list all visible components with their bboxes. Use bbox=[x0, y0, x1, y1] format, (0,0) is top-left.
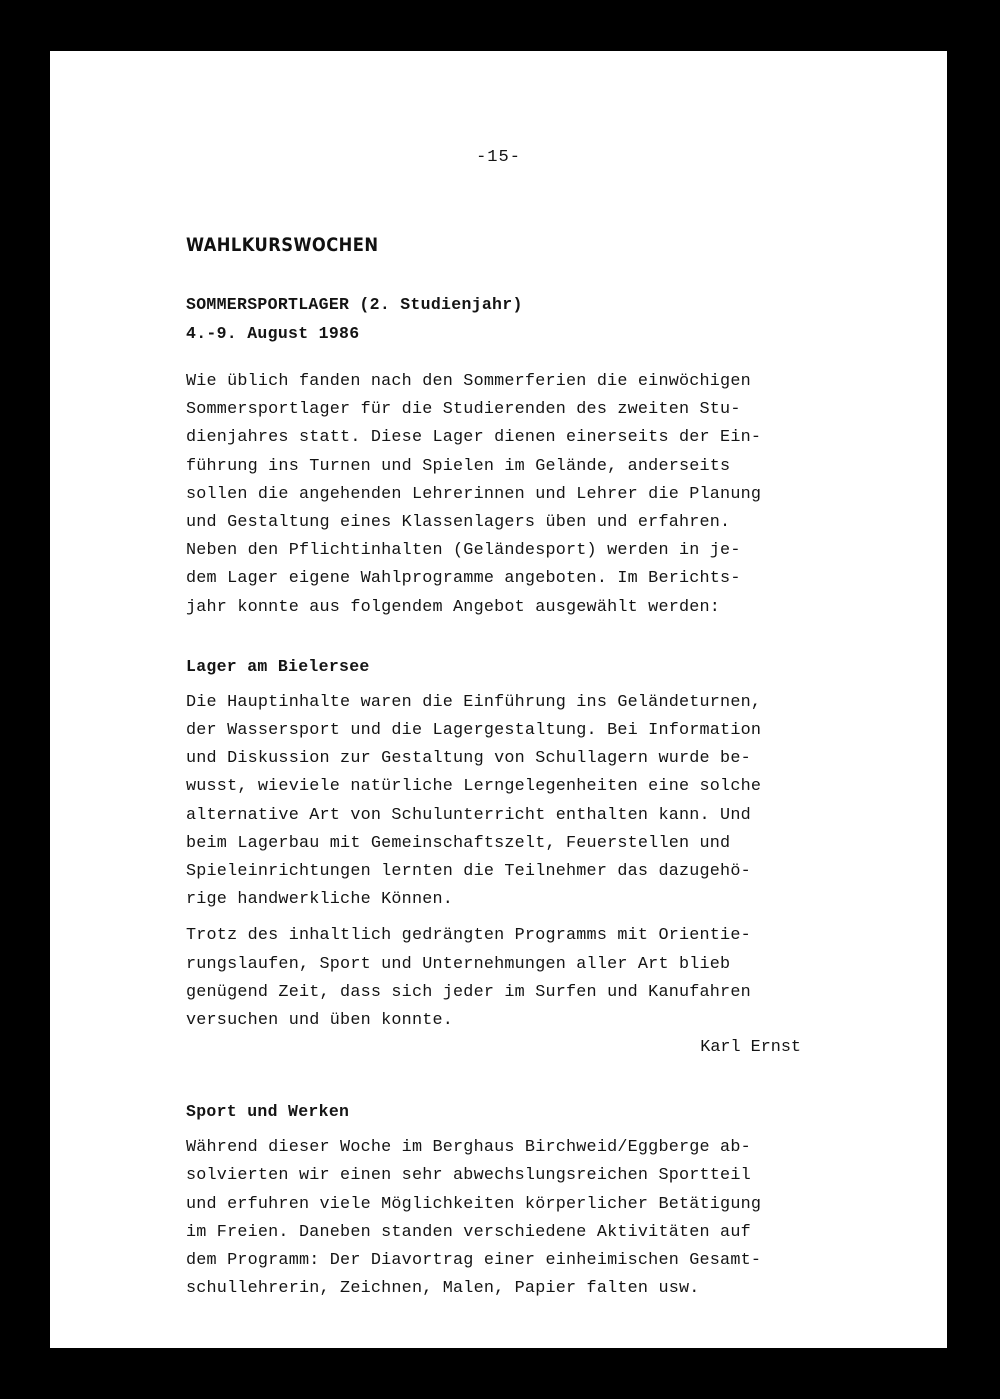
bielersee-heading: Lager am Bielersee bbox=[186, 656, 370, 676]
page-number: -15- bbox=[476, 148, 521, 167]
author-signature: Karl Ernst bbox=[700, 1038, 801, 1058]
bielersee-paragraph-1: Die Hauptinhalte waren die Einführung ins Geländeturnen, der Wassersport und die Lagergestaltung. Bei Information und Diskussion zur Gestaltung von Schullagern wurde be- wusst, wieviele natürliche Lerngelegenheiten eine solche alternative Art von Schulunterricht enthalten kann. Und beim Lagerbau mit Gemeinschaftszelt, Feuerstellen und Spieleinrichtungen lernten die Teilnehmer das dazugehö- rige handwerkliche Können. bbox=[186, 692, 762, 910]
page-content bbox=[186, 234, 886, 1303]
section-title: WAHLKURSWOCHEN bbox=[186, 234, 379, 256]
bielersee-paragraph-2: Trotz des inhaltlich gedrängten Programms mit Orientie- rungslaufen, Sport und Unternehmungen aller Art blieb genügend Zeit, dass sich jeder im Surfen und Kanufahren versuchen und üben konnte. bbox=[186, 926, 751, 1031]
camp-dates: 4.-9. August 1986 bbox=[186, 324, 360, 343]
sport-werken-paragraph-1: Während dieser Woche im Berghaus Birchweid/Eggberge ab- solvierten wir einen sehr abwechslungsreichen Sportteil und erfuhren viele Möglichkeiten körperlicher Betätigung im Freien. Daneben standen verschiedene Aktivitäten auf dem Programm: Der Diavortrag einer einheimischen Gesamt- schullehrerin, Zeichnen, Malen, Papier falten usw. bbox=[186, 1138, 762, 1299]
camp-intro-paragraph: Wie üblich fanden nach den Sommerferien die einwöchigen Sommersportlager für die Studierenden des zweiten Stu- dienjahres statt. Diese Lager dienen einerseits der Ein- führung ins Turnen und Spielen im Gelände, anderseits sollen die angehenden Lehrerinnen und Lehrer die Planung und Gestaltung eines Klassenlagers üben und erfahren. Neben den Pflichtinhalten (Geländesport) werden in je- dem Lager eigene Wahlprogramme angeboten. Im Berichts- jahr konnte aus folgendem Angebot ausgewählt werden: bbox=[186, 372, 762, 617]
document-page bbox=[50, 51, 947, 1348]
sport-werken-heading: Sport und Werken bbox=[186, 1102, 350, 1122]
camp-title: SOMMERSPORTLAGER (2. Studienjahr) bbox=[186, 295, 523, 314]
